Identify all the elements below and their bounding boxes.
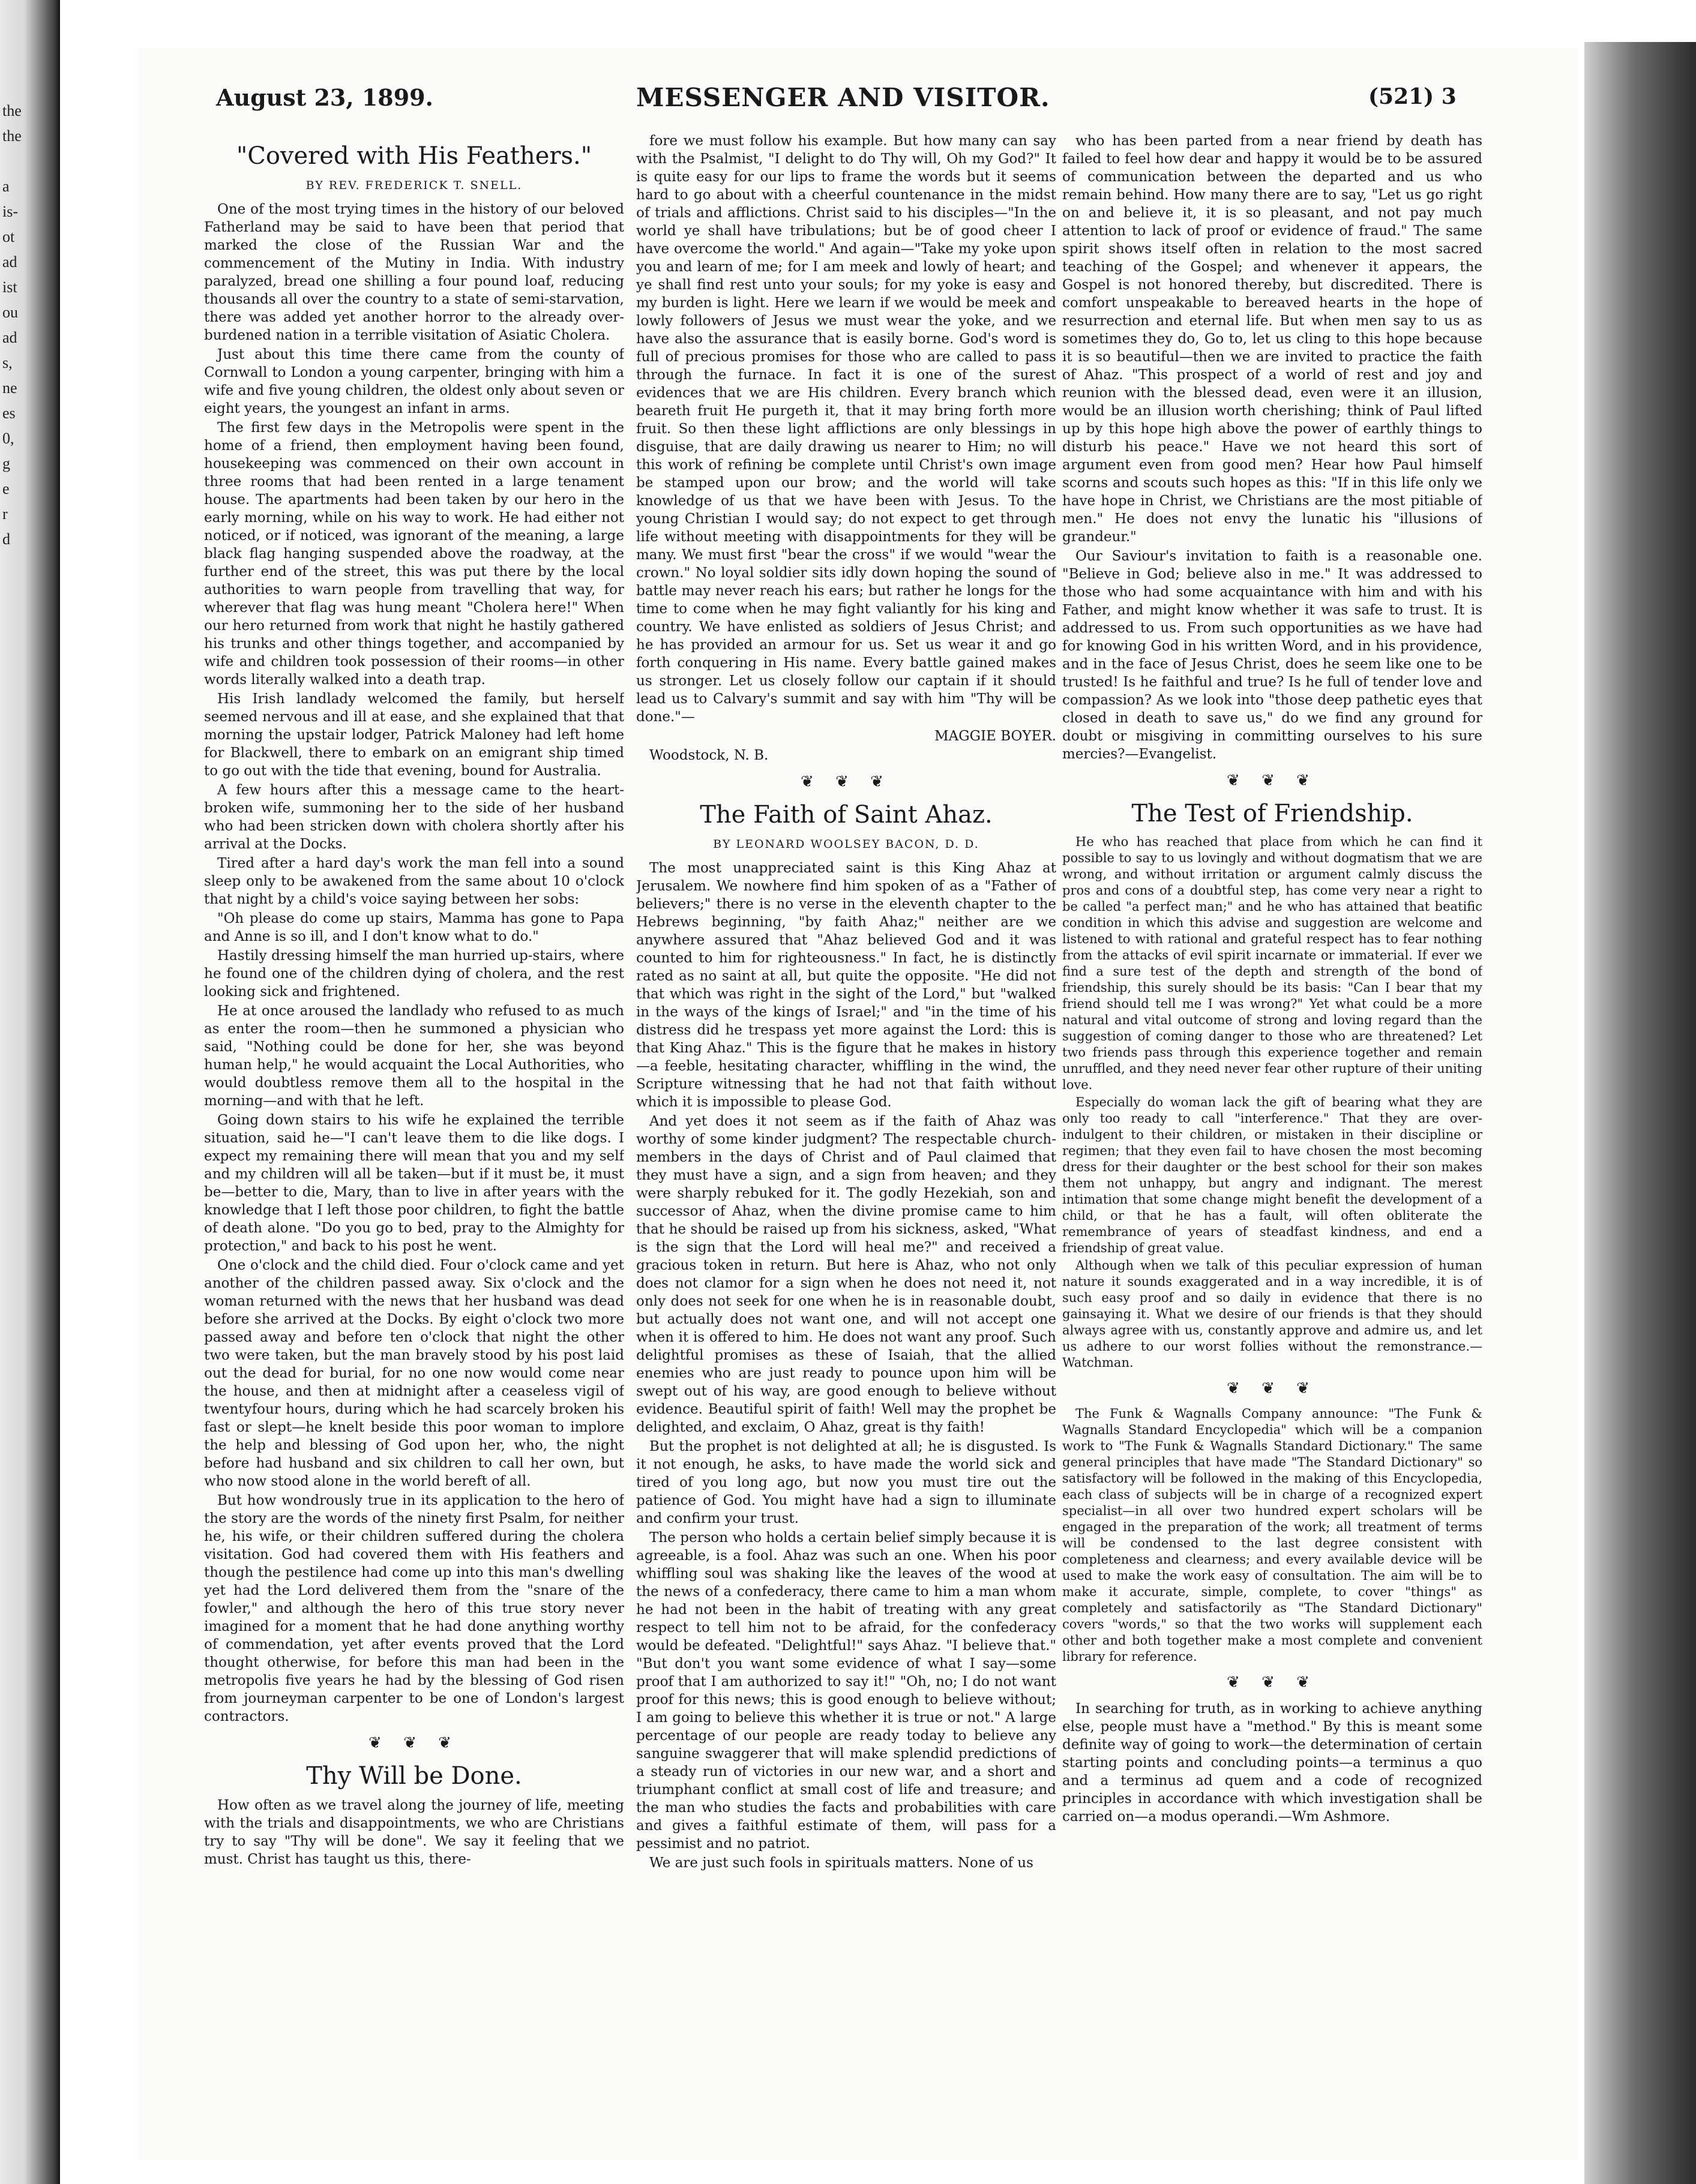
newspaper-title: MESSENGER AND VISITOR. bbox=[636, 83, 1050, 112]
paragraph: His Irish landlady welcomed the family, but herself seemed nervous and ill at ease, and she explained that that morning the upstair lodger, Patrick Maloney had left home for Blackwell, there to embark on an emigrant ship timed to go out with the tide that evening, bound for Australia. bbox=[204, 691, 624, 779]
previous-page-fragment: a bbox=[2, 178, 10, 195]
column-3 bbox=[1062, 132, 1482, 2076]
paragraph: Just about this time there came from the county of Cornwall to London a young carpenter, bringing with him a wife and five young children, the oldest only about seven or eight years, the youngest an infant in arms. bbox=[204, 347, 624, 416]
article-body bbox=[636, 132, 1056, 726]
paragraph: Although when we talk of this peculiar expression of human nature it sounds exaggerated and in a way incredible, it is of such easy proof and so daily in evidence that there is no gainsaying it. What we desire of our friends is that they should always agree with us, constantly approve and admire us, and let us adhere to our worst follies without the remonstrance.—Watchman. bbox=[1062, 1258, 1482, 1370]
article-title-test-of-friendship: The Test of Friendship. bbox=[1131, 800, 1413, 827]
previous-page-edge bbox=[0, 0, 60, 2184]
previous-page-fragment: is- bbox=[2, 203, 18, 220]
paragraph: The first few days in the Metropolis were spent in the home of a friend, then employment having been found, housekeeping was commenced on their own account in three rooms that had been rented in a large tenament house. The apartments had been taken by our hero in the early morning, while on his way to work. He had either not noticed, or if noticed, was ignorant of the meaning, a large black flag hanging suspended above the roadway, at the further end of the street, this was put there by the local authorities to warn people from travelling that way, for wherever that flag was hung meant "Cholera here!" When our hero returned from work that night he hastily gathered his trunks and other things together, and accompanied by wife and children took possession of their rooms—in other words literally walked into a death trap. bbox=[204, 420, 624, 688]
paragraph: He who has reached that place from which he can find it possible to say to us lovingly and without dogmatism that we are wrong, and without irritation or argument calmly discuss the pros and cons of a doubtful step, has come very near a right to be called "a perfect man;" and he who has attained that beatific condition in which this advise and suggestion are welcome and listened to with rational and grateful respect has to fear nothing from the attacks of evil spirit incarnate or immaterial. If ever we find a sure test of the depth and strength of the bond of friendship, this surely should be its basis: "Can I bear that my friend should tell me I was wrong?" Yet what could be a more natural and vital outcome of strong and loving regard than the suggestion of coming danger to those who are threatened? Let two friends pass through this experience together and remain unruffled, and they need never fear other rupture of their uniting love. bbox=[1062, 835, 1482, 1092]
article-body bbox=[636, 859, 1056, 1872]
paragraph: who has been parted from a near friend by death has failed to feel how dear and happy it would be to be assured of communication between the departed and us who remain behind. How many there are to say, "Let us go right on and believe it, it is so pleasant, and not pay much attention to lack of proof or evidence of fraud." The same spirit shows itself often in relation to the most sacred teaching of the Gospel; and whenever it appears, the Gospel is not honored thereby, but discredited. There is comfort unspeakable to bereaved hearts in the hope of resurrection and eternal life. But when men say to us as sometimes they do, Go to, let us cling to this hope because it is so beautiful—then we are invited to practice the faith of Ahaz. "This prospect of a world of rest and joy and reunion with the blessed dead, even were it an illusion, would be an illusion worth cherishing; think of Paul lifted up by this hope high above the power of earthly things to disturb his peace." Have we not heard this sort of argument even from good men? Hear how Paul himself scorns and scouts such hopes as this: "If in this life only we have hope in Christ, we Christians are the most pitiable of men." He does not envy the lunatic his "illusions of grandeur." bbox=[1062, 133, 1482, 545]
paragraph: One of the most trying times in the history of our beloved Fatherland may be said to have been that period that marked the close of the Russian War and the commencement of the Mutiny in India. With industry paralyzed, bread one shilling a four pound loaf, reducing thousands all over the country to a state of semi-starvation, there was added yet another horror to the already over-burdened nation in a terrible visitation of Asiatic Cholera. bbox=[204, 202, 624, 343]
page-number: (521) 3 bbox=[1368, 84, 1457, 109]
previous-page-fragment: r bbox=[2, 505, 8, 523]
paragraph: Tired after a hard day's work the man fell into a sound sleep only to be awakened from the same about 10 o'clock that night by a child's voice saying between her sobs: bbox=[204, 856, 624, 907]
article-signature: MAGGIE BOYER. bbox=[934, 728, 1056, 744]
previous-page-fragment: the bbox=[2, 102, 22, 119]
paragraph: Hastily dressing himself the man hurried up-stairs, where he found one of the children dying of cholera, and the rest looking sick and frightened. bbox=[204, 948, 624, 1000]
previous-page-fragment: ou bbox=[2, 304, 18, 321]
paragraph: A few hours after this a message came to the heart-broken wife, summoning her to the side of her husband who had been stricken down with cholera shortly after his arrival at the Docks. bbox=[204, 782, 624, 852]
paragraph: But how wondrously true in its application to the hero of the story are the words of the ninety first Psalm, for neither he, his wife, or their children suffered during the cholera visitation. God had covered them with His feathers and though the pestilence had come up into this man's dwelling yet had the Lord delivered them from the "snare of the fowler," and although the hero of this true story never imagined for a moment that he had done anything worthy of commendation, yet after events proved that the Lord thought otherwise, for before this man had been in the metropolis five years he had by the blessing of God risen from journeyman carpenter to be one of London's largest contractors. bbox=[204, 1493, 624, 1724]
previous-page-fragment: ot bbox=[2, 228, 15, 245]
column-1 bbox=[204, 132, 624, 2076]
previous-page-fragment: d bbox=[2, 530, 10, 548]
article-title-thy-will-be-done: Thy Will be Done. bbox=[306, 1762, 522, 1790]
column-2 bbox=[636, 132, 1056, 2076]
previous-page-fragment: ist bbox=[2, 278, 17, 296]
paragraph: Our Saviour's invitation to faith is a reasonable one. "Believe in God; believe also in me." It was addressed to those who had some acquaintance with him and with his Father, and might know whether it was safe to trust. It is addressed to us. From such opportunities as we have had for knowing God in his written Word, and in his providence, and in the face of Jesus Christ, does he seem like one to be trusted! Is he faithful and true? Is he full of tender love and compassion? As we look into "those deep pathetic eyes that closed in death to save us," do we find any ground for doubt or misgiving in committing ourselves to his sure mercies?—Evangelist. bbox=[1062, 548, 1482, 762]
masthead bbox=[216, 84, 1536, 120]
article-body bbox=[1062, 132, 1482, 763]
paragraph: The most unappreciated saint is this King Ahaz at Jerusalem. We nowhere find him spoken of as a "Father of believers;" there is no verse in the eleventh chapter to the Hebrews beginning, "by faith Ahaz;" neither are we anywhere assured that "Ahaz believed God and it was counted to him for righteousness." In fact, he is distinctly rated as no saint at all, but quite the opposite. "He did not that which was right in the sight of the Lord," but "walked in the ways of the kings of Israel;" and "in the time of his distress did he trespass yet more against the Lord: this is that King Ahaz." This is the figure that he makes in history—a feeble, hesitating character, whiffling in the wind, the Scripture witnessing that he had not that faith without which it is impossible to please God. bbox=[636, 860, 1056, 1110]
paragraph: The person who holds a certain belief simply because it is agreeable, is a fool. Ahaz was such an one. When his poor whiffling soul was shaking like the leaves of the wood at the news of a confederacy, there came to him a man whom he had not been in the habit of treating with any great respect to tell him not to be afraid, for the confederacy would be defeated. "Delightful!" says Ahaz. "I believe that." "But don't you want some evidence of what I say—some proof that I am authorized to say it!" "Oh, no; I do not want proof for this news; this is good enough to believe without; I am going to believe this whether it is true or not." A large percentage of our people are ready today to believe any sanguine swaggerer that will make splendid predictions of a steady run of victories in our new war, and a short and triumphant conflict at small cost of life and treasure; and the man who studies the facts and probabilities with care and gives a faithful estimate of them, will pass for a pessimist and no patriot. bbox=[636, 1530, 1056, 1852]
previous-page-fragment: ad bbox=[2, 253, 17, 271]
previous-page-fragment: es bbox=[2, 404, 16, 422]
quotation-body bbox=[1062, 1700, 1482, 1826]
paragraph: The Funk & Wagnalls Company announce: "The Funk & Wagnalls Standard Encyclopedia" which will be a companion work to "The Funk & Wagnalls Standard Dictionary." The same general principles that have made "The Standard Dictionary" so satisfactory will be followed in the making of this Encyclopedia, each class of subjects will be in charge of a recognized expert specialist—in all over two hundred expert scholars will be engaged in the preparation of the work; all treatment of terms will be condensed to the last degree consistent with completeness and clearness; and every available device will be used to make the work easy of consultation. The aim will be to make it accurate, simple, complete, to cover "things" as completely and satisfactorily as "The Standard Dictionary" covers "words," so that the two works will supplement each other and both together make a most complete and convenient library for reference. bbox=[1062, 1406, 1482, 1664]
article-title-faith-of-saint-ahaz: The Faith of Saint Ahaz. bbox=[700, 801, 993, 829]
previous-page-fragment: the bbox=[2, 127, 22, 145]
paragraph: "Oh please do come up stairs, Mamma has gone to Papa and Anne is so ill, and I don't know what to do." bbox=[204, 911, 624, 944]
article-byline: BY LEONARD WOOLSEY BACON, D. D. bbox=[713, 838, 979, 851]
previous-page-fragment: ad bbox=[2, 329, 17, 346]
article-title-covered-with-his-feathers: "Covered with His Feathers." bbox=[236, 142, 592, 170]
paragraph: We are just such fools in spirituals matters. None of us bbox=[649, 1855, 1033, 1871]
previous-page-fragment: g bbox=[2, 455, 10, 472]
article-body bbox=[1062, 834, 1482, 1371]
previous-page-fragment: e bbox=[2, 480, 10, 497]
article-body bbox=[204, 1796, 624, 1868]
book-binding-edge bbox=[1584, 42, 1696, 2184]
paragraph: How often as we travel along the journey of life, meeting with the trials and disappointments, we who are Christians try to say "Thy will be done". We say it feeling that we must. Christ has taught us this, there- bbox=[204, 1798, 624, 1867]
section-ornament: ❦ ❦ ❦ bbox=[1227, 1379, 1318, 1397]
paragraph: fore we must follow his example. But how many can say with the Psalmist, "I delight to do Thy will, Oh my God?" It is quite easy for our lips to frame the words but it seems hard to go about with a cheerful countenance in the midst of trials and afflictions. Christ said to his disciples—"In the world ye shall have tribulations; but be of good cheer I have overcome the world." And again—"Take my yoke upon you and learn of me; for I am meek and lowly of heart; and ye shall find rest unto your souls; for my yoke is easy and my burden is light. Here we learn if we would be meek and lowly followers of Jesus we must wear the yoke, and we have also the assurance that is easily borne. God's word is full of precious promises for those who are called to pass through the furnace. In fact it is one of the surest evidences that we are His children. Every branch which beareth fruit He purgeth it, that it may bring forth more fruit. So then these light afflictions are only blessings in disguise, that are daily drawing us nearer to Him; no will this work of refining be complete until Christ's own image be stamped upon our brow; and the world will take knowledge of us that we have been with Jesus. To the young Christian I would say; do not expect to get through life without meeting with disappointments for they will be many. We must first "bear the cross" if we would "wear the crown." No loyal soldier sits idly down hoping the sound of battle may never reach his ears; but rather he longs for the time to come when he may fight valiantly for his king and country. We have enlisted as soldiers of Jesus Christ; and he has provided an armour for us. Set us wear it and go forth conquering in His name. Every battle gained makes us stronger. Let us closely follow our captain if it should lead us to Calvary's summit and say with him "Thy will be done."— bbox=[636, 133, 1056, 725]
section-ornament: ❦ ❦ ❦ bbox=[801, 773, 892, 791]
paragraph: In searching for truth, as in working to achieve anything else, people must have a "method." By this is meant some definite way of going to work—the determination of certain starting points and concluding points—a terminus a quo and a terminus ad quem and a code of recognized principles in accordance with which investigation shall be carried on—a modus operandi.—Wm Ashmore. bbox=[1062, 1701, 1482, 1825]
article-body bbox=[204, 200, 624, 1726]
section-ornament: ❦ ❦ ❦ bbox=[368, 1734, 460, 1752]
paragraph: And yet does it not seem as if the faith of Ahaz was worthy of some kinder judgment? The respectable church-members in the days of Christ and of Paul claimed that they must have a sign, and a sign from heaven; and they were sharply rebuked for it. The godly Hezekiah, son and successor of Ahaz, when the divine promise came to him that he should be raised up from his sickness, asked, "What is the sign that the Lord will heal me?" and received a gracious token in return. But here is Ahaz, who not only does not clamor for a sign when he does not need it, not only does not seek for one when he is in reasonable doubt, but actually does not want one, and will not accept one when it is offered to him. He does not want any proof. Such delightful promises as these of Isaiah, that the allied enemies who are just ready to pounce upon him will be swept out of his way, are good enough to believe without evidence. Beautiful spirit of faith! Well may the prophet be delighted, and exclaim, O Ahaz, great is thy faith! bbox=[636, 1114, 1056, 1435]
paragraph: Going down stairs to his wife he explained the terrible situation, said he—"I can't leave them to die like dogs. I expect my remaining there will mean that you and my self and my children will all be taken—but if it must be, it must be—better to die, Mary, than to live in after years with the knowledge that I left those poor children, to fight the battle of death alone. "Do you go to bed, pray to the Almighty for protection," and back to his post he went. bbox=[204, 1112, 624, 1254]
paragraph: He at once aroused the landlady who refused to as much as enter the room—then he summoned a physician who said, "Nothing could be done for her, she was beyond human help," he would acquaint the Local Authorities, who would doubtless remove them all to the hospital in the morning—and with that he left. bbox=[204, 1003, 624, 1109]
previous-page-fragment: 0, bbox=[2, 430, 14, 447]
announcement-body bbox=[1062, 1406, 1482, 1665]
article-byline: BY REV. FREDERICK T. SNELL. bbox=[305, 179, 523, 192]
paragraph: But the prophet is not delighted at all; he is disgusted. Is it not enough, he asks, to have made the world sick and tired of you long ago, but now you must tire out the patience of God. You might have had a sign to illuminate and confirm your trust. bbox=[636, 1439, 1056, 1526]
previous-page-fragment: ne bbox=[2, 379, 17, 397]
section-ornament: ❦ ❦ ❦ bbox=[1227, 1673, 1318, 1691]
issue-date: August 23, 1899. bbox=[216, 84, 433, 111]
paragraph: Especially do woman lack the gift of bearing what they are only too ready to call "interference." That they are over-indulgent to their children, or mistaken in their discipline or regimen; that they even fail to have chosen the most becoming dress for their daughter or the best school for their son makes them not unhappy, but angry and indignant. The merest intimation that some change might benefit the development of a child, or that he has a fault, will often obliterate the remembrance of years of steadfast kindness, and end a friendship of great value. bbox=[1062, 1095, 1482, 1255]
article-place: Woodstock, N. B. bbox=[649, 748, 769, 763]
section-ornament: ❦ ❦ ❦ bbox=[1227, 772, 1318, 790]
paragraph: One o'clock and the child died. Four o'clock came and yet another of the children passed away. Six o'clock and the woman returned with the news that her husband was dead before she arrived at the Docks. By eight o'clock two more passed away and before ten o'clock that night the other two were taken, but the man bravely stood by his post laid out the dead for burial, for no one now would come near the house, and then at midnight after a ceaseless vigil of twentyfour hours, during which he had scarcely broken his fast or slept—he knelt beside this poor woman to implore the help and blessing of God upon her, who, the night before had husband and six children to call her own, but who now stood alone in the world bereft of all. bbox=[204, 1258, 624, 1489]
previous-page-fragment: s, bbox=[2, 354, 13, 371]
